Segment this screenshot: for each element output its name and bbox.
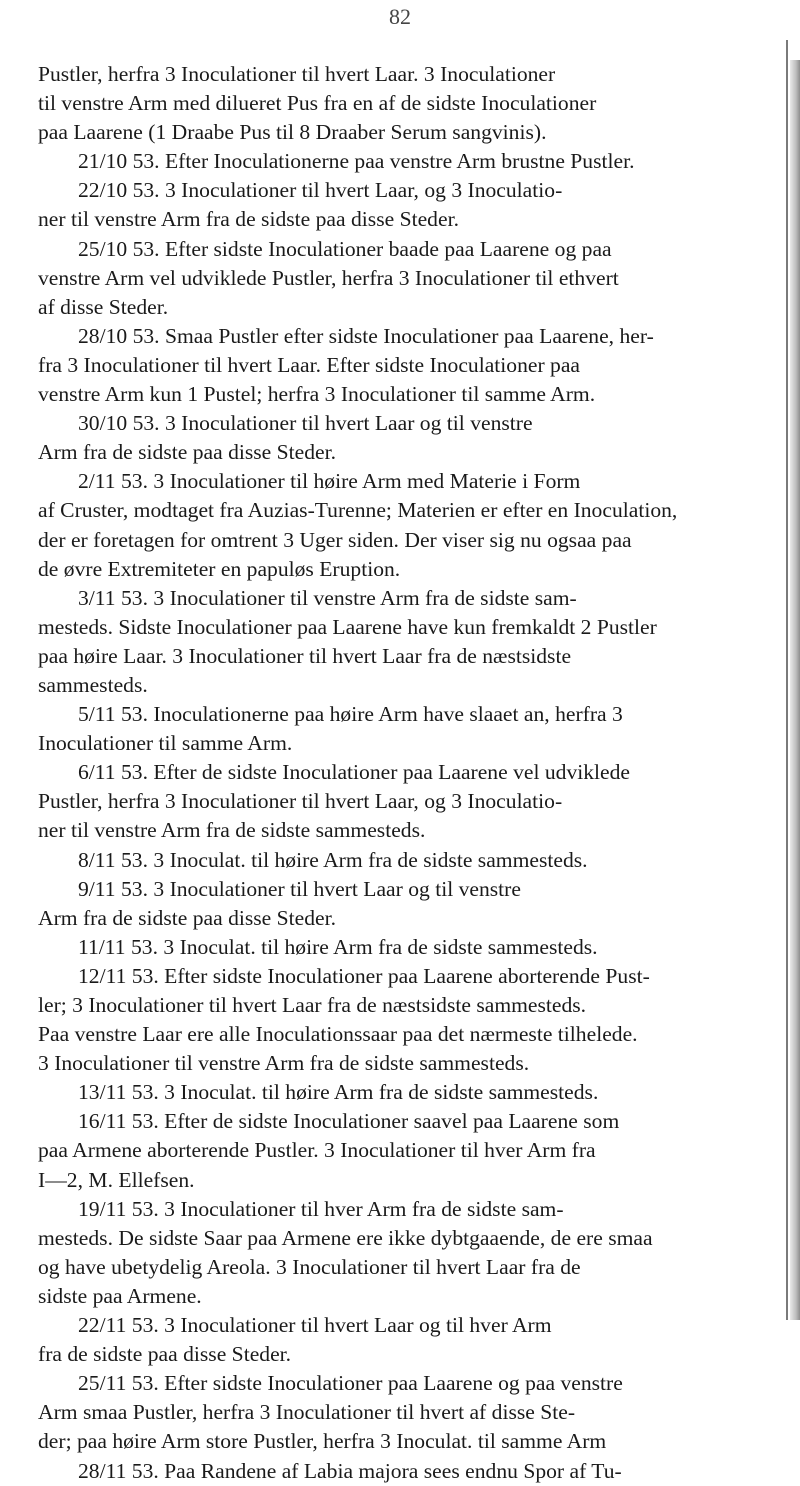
text-line: 16/11 53. Efter de sidste Inoculationer saavel paa Laarene som — [78, 1109, 620, 1134]
text-line: ner til venstre Arm fra de sidste sammesteds. — [38, 818, 426, 843]
text-line: 19/11 53. 3 Inoculationer til hver Arm fra de sidste sam- — [78, 1196, 564, 1221]
text-line: paa Armene aborterende Pustler. 3 Inoculationer til hver Arm fra — [38, 1138, 596, 1163]
text-line: paa Laarene (1 Draabe Pus til 8 Draaber Serum sangvinis). — [38, 120, 547, 145]
text-line: Paa venstre Laar ere alle Inoculationssaar paa det nærmeste tilhelede. — [38, 1022, 638, 1047]
text-line: 11/11 53. 3 Inoculat. til høire Arm fra de sidste sammesteds. — [78, 934, 598, 959]
text-line: ler; 3 Inoculationer til hvert Laar fra de næstsidste sammesteds. — [38, 993, 587, 1017]
text-line: til venstre Arm med dilueret Pus fra en af de sidste Inoculationer — [38, 91, 597, 116]
page-edge-line — [786, 40, 788, 1320]
text-line: 3 Inoculationer til venstre Arm fra de sidste sammesteds. — [38, 1051, 530, 1076]
text-line: 13/11 53. 3 Inoculat. til høire Arm fra de sidste sammesteds. — [78, 1080, 599, 1105]
text-line: 21/10 53. Efter Inoculationerne paa venstre Arm brustne Pustler. — [78, 149, 635, 174]
text-line: af disse Steder. — [38, 294, 169, 319]
text-line: og have ubetydelig Areola. 3 Inoculationer til hvert Laar fra de — [38, 1254, 581, 1279]
text-line: mesteds. De sidste Saar paa Armene ere ikke dybtgaaende, de ere smaa — [38, 1225, 653, 1250]
text-line: sidste paa Armene. — [38, 1283, 202, 1308]
text-line: 6/11 53. Efter de sidste Inoculationer paa Laarene vel udviklede — [78, 760, 631, 785]
text-line: venstre Arm kun 1 Pustel; herfra 3 Inoculationer til samme Arm. — [38, 382, 596, 407]
text-line: fra 3 Inoculationer til hvert Laar. Efter sidste Inoculationer paa — [38, 352, 581, 377]
text-line: 25/11 53. Efter sidste Inoculationer paa Laarene og paa venstre — [78, 1371, 623, 1396]
text-line: 22/11 53. 3 Inoculationer til hvert Laar og til hver Arm — [78, 1313, 552, 1338]
text-line: fra de sidste paa disse Steder. — [38, 1342, 292, 1367]
text-line: paa høire Laar. 3 Inoculationer til hvert Laar fra de næstsidste — [38, 643, 572, 668]
text-line: sammesteds. — [38, 672, 148, 697]
text-line: de øvre Extremiteter en papuløs Eruption. — [38, 556, 401, 581]
text-line: 3/11 53. 3 Inoculationer til venstre Arm fra de sidste sam- — [78, 585, 577, 610]
text-line: Arm fra de sidste paa disse Steder. — [38, 440, 337, 465]
text-line: Arm smaa Pustler, herfra 3 Inoculationer til hvert af disse Ste- — [38, 1400, 576, 1425]
text-line: der er foretagen for omtrent 3 Uger siden. Der viser sig nu ogsaa paa — [38, 527, 632, 552]
text-line: mesteds. Sidste Inoculationer paa Laarene have kun fremkaldt 2 Pustler — [38, 614, 657, 639]
text-line: Inoculationer til samme Arm. — [38, 731, 293, 756]
text-line: 25/10 53. Efter sidste Inoculationer baade paa Laarene og paa — [78, 236, 612, 261]
body-text — [38, 60, 790, 1486]
text-line: 8/11 53. 3 Inoculat. til høire Arm fra de sidste sammesteds. — [78, 847, 588, 872]
text-line: 30/10 53. 3 Inoculationer til hvert Laar og til venstre — [78, 411, 533, 436]
text-line: venstre Arm vel udviklede Pustler, herfra 3 Inoculationer til ethvert — [38, 265, 619, 290]
text-line: 2/11 53. 3 Inoculationer til høire Arm med Materie i Form — [78, 469, 581, 494]
text-line: 9/11 53. 3 Inoculationer til hvert Laar og til venstre — [78, 876, 521, 901]
page-number: 82 — [389, 4, 411, 29]
text-line: 22/10 53. 3 Inoculationer til hvert Laar, og 3 Inoculatio- — [78, 178, 563, 203]
text-line: Arm fra de sidste paa disse Steder. — [38, 905, 337, 930]
text-line: Pustler, herfra 3 Inoculationer til hvert Laar. 3 Inoculationer — [38, 62, 556, 86]
text-line: af Cruster, modtaget fra Auzias-Turenne; Materien er efter en Inoculation, — [38, 498, 678, 523]
text-line: der; paa høire Arm store Pustler, herfra 3 Inoculat. til samme Arm — [38, 1429, 607, 1454]
text-line: 28/10 53. Smaa Pustler efter sidste Inoculationer paa Laarene, her- — [78, 323, 654, 348]
text-line: 12/11 53. Efter sidste Inoculationer paa Laarene aborterende Pust- — [78, 963, 650, 988]
page-binding-edge — [790, 60, 800, 1320]
text-line: I—2, M. Ellefsen. — [38, 1167, 195, 1192]
text-line: ner til venstre Arm fra de sidste paa disse Steder. — [38, 207, 459, 232]
text-line: 28/11 53. Paa Randene af Labia majora sees endnu Spor af Tu- — [78, 1458, 622, 1483]
text-line: 5/11 53. Inoculationerne paa høire Arm have slaaet an, herfra 3 — [78, 702, 623, 727]
text-line: Pustler, herfra 3 Inoculationer til hvert Laar, og 3 Inoculatio- — [38, 789, 563, 814]
